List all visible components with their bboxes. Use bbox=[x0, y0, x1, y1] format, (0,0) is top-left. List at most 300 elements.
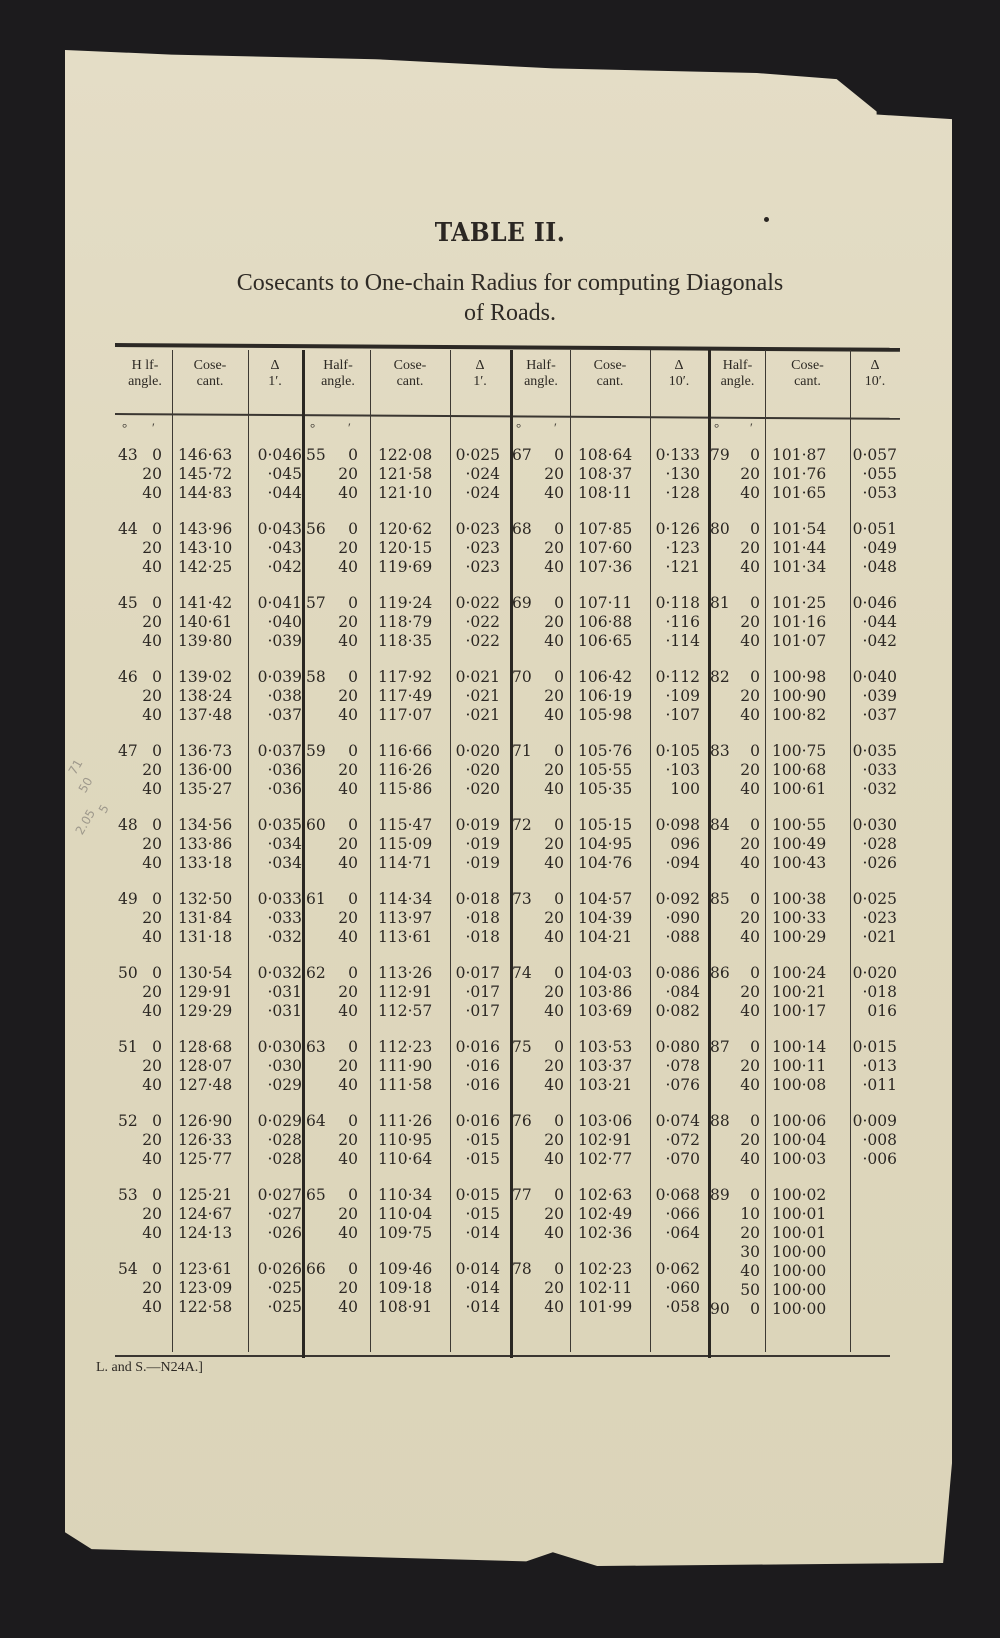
column-header bbox=[570, 358, 650, 390]
half-angle-minutes: 20 bbox=[544, 983, 564, 1001]
difference-value: ·064 bbox=[665, 1224, 700, 1242]
column-header bbox=[370, 358, 450, 390]
cosecant-value: 111·26 bbox=[378, 1112, 433, 1130]
half-angle-minutes: 0 bbox=[348, 1038, 358, 1056]
half-angle-minutes: 20 bbox=[142, 835, 162, 853]
half-angle-minutes: 20 bbox=[142, 983, 162, 1001]
half-angle-minutes: 0 bbox=[554, 964, 564, 982]
column-header bbox=[512, 358, 570, 390]
half-angle-minutes: 40 bbox=[142, 706, 162, 724]
cosecant-value: 141·42 bbox=[178, 594, 233, 612]
column-header-line-1: H lf- bbox=[131, 358, 159, 373]
minute-unit: ′ bbox=[152, 420, 155, 435]
cosecant-value: 109·75 bbox=[378, 1224, 433, 1242]
cosecant-value: 101·99 bbox=[578, 1298, 633, 1316]
half-angle-minutes: 50 bbox=[740, 1281, 760, 1299]
difference-value: 0·016 bbox=[455, 1112, 500, 1130]
column-header-line-1: Δ bbox=[270, 358, 280, 373]
half-angle-minutes: 40 bbox=[544, 706, 564, 724]
difference-value: 0·092 bbox=[655, 890, 700, 908]
cosecant-value: 108·11 bbox=[578, 484, 633, 502]
half-angle-minutes: 0 bbox=[152, 1038, 162, 1056]
degree-unit: ° bbox=[516, 420, 522, 435]
difference-value: ·045 bbox=[267, 465, 302, 483]
cosecant-value: 109·18 bbox=[378, 1279, 433, 1297]
cosecant-value: 114·71 bbox=[378, 854, 433, 872]
difference-value: ·014 bbox=[465, 1298, 500, 1316]
printer-footnote: L. and S.—N24A.] bbox=[96, 1360, 203, 1375]
difference-value: ·024 bbox=[465, 465, 500, 483]
difference-value: 096 bbox=[670, 835, 700, 853]
column-header bbox=[650, 358, 708, 390]
difference-value: ·026 bbox=[267, 1224, 302, 1242]
column-header bbox=[765, 358, 850, 390]
half-angle-minutes: 40 bbox=[544, 854, 564, 872]
cosecant-value: 106·88 bbox=[578, 613, 633, 631]
half-angle-minutes: 0 bbox=[348, 816, 358, 834]
half-angle-degrees: 43 bbox=[118, 446, 138, 464]
cosecant-value: 117·92 bbox=[378, 668, 433, 686]
cosecant-value: 100·49 bbox=[772, 835, 827, 853]
difference-value: 0·118 bbox=[655, 594, 700, 612]
half-angle-minutes: 0 bbox=[554, 446, 564, 464]
difference-value: 0·015 bbox=[455, 1186, 500, 1204]
half-angle-minutes: 0 bbox=[152, 446, 162, 464]
difference-value: ·023 bbox=[465, 539, 500, 557]
cosecant-value: 125·21 bbox=[178, 1186, 233, 1204]
difference-value: ·022 bbox=[465, 613, 500, 631]
cosecant-value: 101·16 bbox=[772, 613, 827, 631]
cosecant-value: 123·09 bbox=[178, 1279, 233, 1297]
cosecant-value: 102·91 bbox=[578, 1131, 633, 1149]
half-angle-degrees: 49 bbox=[118, 890, 138, 908]
degree-unit: ° bbox=[310, 420, 316, 435]
difference-value: ·033 bbox=[862, 761, 897, 779]
cosecant-value: 113·26 bbox=[378, 964, 433, 982]
half-angle-minutes: 40 bbox=[544, 780, 564, 798]
column-header bbox=[248, 358, 302, 390]
half-angle-degrees: 57 bbox=[306, 594, 326, 612]
half-angle-minutes: 40 bbox=[740, 1076, 760, 1094]
half-angle-minutes: 0 bbox=[348, 964, 358, 982]
cosecant-value: 104·76 bbox=[578, 854, 633, 872]
half-angle-minutes: 30 bbox=[740, 1243, 760, 1261]
half-angle-degrees: 85 bbox=[710, 890, 730, 908]
difference-value: ·036 bbox=[267, 761, 302, 779]
cosecant-value: 107·85 bbox=[578, 520, 633, 538]
difference-value: ·014 bbox=[465, 1279, 500, 1297]
block-divider bbox=[302, 350, 305, 1358]
half-angle-minutes: 20 bbox=[338, 687, 358, 705]
cosecant-value: 103·37 bbox=[578, 1057, 633, 1075]
difference-value: ·037 bbox=[862, 706, 897, 724]
cosecant-value: 134·56 bbox=[178, 816, 233, 834]
cosecant-value: 107·36 bbox=[578, 558, 633, 576]
difference-value: ·107 bbox=[665, 706, 700, 724]
difference-value: ·025 bbox=[267, 1279, 302, 1297]
cosecant-value: 125·77 bbox=[178, 1150, 233, 1168]
cosecant-value: 143·10 bbox=[178, 539, 233, 557]
difference-value: ·013 bbox=[862, 1057, 897, 1075]
difference-value: 0·033 bbox=[257, 890, 302, 908]
difference-value: ·037 bbox=[267, 706, 302, 724]
difference-value: ·123 bbox=[665, 539, 700, 557]
difference-value: ·032 bbox=[862, 780, 897, 798]
half-angle-minutes: 20 bbox=[338, 1205, 358, 1223]
half-angle-degrees: 72 bbox=[512, 816, 532, 834]
half-angle-minutes: 0 bbox=[750, 1038, 760, 1056]
half-angle-minutes: 40 bbox=[338, 1002, 358, 1020]
cosecant-value: 105·35 bbox=[578, 780, 633, 798]
half-angle-degrees: 46 bbox=[118, 668, 138, 686]
cosecant-value: 100·61 bbox=[772, 780, 827, 798]
half-angle-minutes: 20 bbox=[544, 909, 564, 927]
cosecant-value: 139·02 bbox=[178, 668, 233, 686]
cosecant-value: 118·35 bbox=[378, 632, 433, 650]
cosecant-value: 129·29 bbox=[178, 1002, 233, 1020]
cosecant-value: 102·23 bbox=[578, 1260, 633, 1278]
subtitle-line-2: of Roads. bbox=[464, 300, 556, 326]
half-angle-degrees: 69 bbox=[512, 594, 532, 612]
cosecant-value: 143·96 bbox=[178, 520, 233, 538]
half-angle-minutes: 0 bbox=[750, 446, 760, 464]
half-angle-minutes: 40 bbox=[544, 632, 564, 650]
column-header-line-1: Half- bbox=[526, 358, 556, 373]
difference-value: 0·027 bbox=[257, 1186, 302, 1204]
cosecant-value: 122·08 bbox=[378, 446, 433, 464]
cosecant-value: 102·63 bbox=[578, 1186, 633, 1204]
half-angle-degrees: 64 bbox=[306, 1112, 326, 1130]
half-angle-minutes: 0 bbox=[554, 1260, 564, 1278]
half-angle-minutes: 20 bbox=[544, 1131, 564, 1149]
difference-value: 0·126 bbox=[655, 520, 700, 538]
half-angle-minutes: 20 bbox=[544, 465, 564, 483]
half-angle-degrees: 68 bbox=[512, 520, 532, 538]
cosecant-value: 113·97 bbox=[378, 909, 433, 927]
half-angle-minutes: 20 bbox=[338, 1131, 358, 1149]
half-angle-minutes: 0 bbox=[152, 742, 162, 760]
difference-value: ·042 bbox=[267, 558, 302, 576]
difference-value: ·076 bbox=[665, 1076, 700, 1094]
difference-value: ·031 bbox=[267, 1002, 302, 1020]
column-header bbox=[710, 358, 765, 390]
difference-value: ·033 bbox=[267, 909, 302, 927]
cosecant-value: 110·64 bbox=[378, 1150, 433, 1168]
cosecant-value: 100·00 bbox=[772, 1243, 827, 1261]
difference-value: 0·030 bbox=[852, 816, 897, 834]
difference-value: ·128 bbox=[665, 484, 700, 502]
cosecant-value: 108·64 bbox=[578, 446, 633, 464]
cosecant-value: 110·04 bbox=[378, 1205, 433, 1223]
column-header-line-2: angle. bbox=[128, 374, 162, 389]
difference-value: ·034 bbox=[267, 854, 302, 872]
cosecant-value: 121·10 bbox=[378, 484, 433, 502]
difference-value: 0·068 bbox=[655, 1186, 700, 1204]
cosecant-value: 102·36 bbox=[578, 1224, 633, 1242]
half-angle-degrees: 73 bbox=[512, 890, 532, 908]
difference-value: 016 bbox=[867, 1002, 897, 1020]
cosecant-value: 100·29 bbox=[772, 928, 827, 946]
cosecant-value: 101·25 bbox=[772, 594, 827, 612]
difference-value: ·038 bbox=[267, 687, 302, 705]
cosecant-value: 103·53 bbox=[578, 1038, 633, 1056]
difference-value: ·015 bbox=[465, 1205, 500, 1223]
degree-unit: ° bbox=[122, 420, 128, 435]
cosecant-value: 129·91 bbox=[178, 983, 233, 1001]
cosecant-value: 126·90 bbox=[178, 1112, 233, 1130]
half-angle-minutes: 0 bbox=[554, 668, 564, 686]
difference-value: ·017 bbox=[465, 983, 500, 1001]
cosecant-value: 133·86 bbox=[178, 835, 233, 853]
cosecant-value: 111·58 bbox=[378, 1076, 433, 1094]
cosecant-value: 101·07 bbox=[772, 632, 827, 650]
difference-value: ·014 bbox=[465, 1224, 500, 1242]
difference-value: 0·039 bbox=[257, 668, 302, 686]
pencil-margin-note: 50 bbox=[75, 774, 96, 796]
difference-value: ·109 bbox=[665, 687, 700, 705]
column-header-line-1: Δ bbox=[870, 358, 880, 373]
half-angle-minutes: 0 bbox=[152, 1186, 162, 1204]
half-angle-minutes: 40 bbox=[544, 1224, 564, 1242]
cosecant-value: 100·04 bbox=[772, 1131, 827, 1149]
half-angle-degrees: 74 bbox=[512, 964, 532, 982]
cosecant-value: 100·11 bbox=[772, 1057, 827, 1075]
difference-value: ·034 bbox=[267, 835, 302, 853]
difference-value: ·039 bbox=[862, 687, 897, 705]
half-angle-minutes: 20 bbox=[338, 613, 358, 631]
half-angle-minutes: 20 bbox=[338, 983, 358, 1001]
half-angle-minutes: 40 bbox=[544, 1298, 564, 1316]
half-angle-degrees: 77 bbox=[512, 1186, 532, 1204]
half-angle-minutes: 20 bbox=[740, 983, 760, 1001]
half-angle-minutes: 0 bbox=[750, 668, 760, 686]
block-divider bbox=[510, 350, 513, 1358]
subtitle-line-1: Cosecants to One-chain Radius for computing Diagonals bbox=[236, 270, 784, 296]
column-header bbox=[118, 358, 172, 390]
column-header-line-2: cant. bbox=[596, 374, 624, 389]
difference-value: ·072 bbox=[665, 1131, 700, 1149]
column-header-line-1: Cose- bbox=[593, 358, 627, 373]
cosecant-value: 131·18 bbox=[178, 928, 233, 946]
half-angle-minutes: 40 bbox=[142, 1298, 162, 1316]
half-angle-degrees: 52 bbox=[118, 1112, 138, 1130]
difference-value: ·028 bbox=[862, 835, 897, 853]
half-angle-minutes: 40 bbox=[338, 1224, 358, 1242]
column-header-line-2: angle. bbox=[524, 374, 558, 389]
difference-value: 0·112 bbox=[655, 668, 700, 686]
half-angle-degrees: 90 bbox=[710, 1300, 730, 1318]
difference-value: 0·082 bbox=[655, 1002, 700, 1020]
difference-value: ·023 bbox=[465, 558, 500, 576]
half-angle-minutes: 40 bbox=[740, 1150, 760, 1168]
half-angle-minutes: 10 bbox=[740, 1205, 760, 1223]
cosecant-value: 100·01 bbox=[772, 1205, 827, 1223]
difference-value: 0·057 bbox=[852, 446, 897, 464]
half-angle-minutes: 20 bbox=[142, 761, 162, 779]
half-angle-minutes: 0 bbox=[750, 594, 760, 612]
difference-value: 0·080 bbox=[655, 1038, 700, 1056]
half-angle-minutes: 40 bbox=[338, 1298, 358, 1316]
difference-value: 0·016 bbox=[455, 1038, 500, 1056]
half-angle-minutes: 40 bbox=[142, 1076, 162, 1094]
pencil-margin-note: 5 bbox=[95, 802, 112, 816]
half-angle-minutes: 40 bbox=[740, 558, 760, 576]
cosecant-value: 112·91 bbox=[378, 983, 433, 1001]
half-angle-minutes: 40 bbox=[338, 1150, 358, 1168]
difference-value: ·015 bbox=[465, 1131, 500, 1149]
cosecant-value: 100·17 bbox=[772, 1002, 827, 1020]
column-header bbox=[306, 358, 370, 390]
cosecant-value: 104·39 bbox=[578, 909, 633, 927]
half-angle-minutes: 20 bbox=[544, 1057, 564, 1075]
half-angle-minutes: 0 bbox=[750, 816, 760, 834]
half-angle-minutes: 40 bbox=[142, 1002, 162, 1020]
cosecant-value: 103·21 bbox=[578, 1076, 633, 1094]
difference-value: 0·133 bbox=[655, 446, 700, 464]
difference-value: ·022 bbox=[465, 632, 500, 650]
difference-value: ·029 bbox=[267, 1076, 302, 1094]
half-angle-degrees: 71 bbox=[512, 742, 532, 760]
column-header-line-2: 1′. bbox=[268, 374, 282, 389]
difference-value: 0·041 bbox=[257, 594, 302, 612]
half-angle-minutes: 40 bbox=[544, 928, 564, 946]
half-angle-minutes: 20 bbox=[740, 613, 760, 631]
difference-value: ·024 bbox=[465, 484, 500, 502]
half-angle-minutes: 0 bbox=[348, 1112, 358, 1130]
cosecant-value: 101·34 bbox=[772, 558, 827, 576]
cosecant-value: 102·49 bbox=[578, 1205, 633, 1223]
difference-value: ·020 bbox=[465, 780, 500, 798]
half-angle-minutes: 0 bbox=[348, 1260, 358, 1278]
cosecant-value: 100·33 bbox=[772, 909, 827, 927]
half-angle-minutes: 20 bbox=[142, 687, 162, 705]
difference-value: ·060 bbox=[665, 1279, 700, 1297]
half-angle-minutes: 40 bbox=[142, 1224, 162, 1242]
cosecant-value: 114·34 bbox=[378, 890, 433, 908]
page-subtitle bbox=[190, 268, 830, 328]
half-angle-degrees: 83 bbox=[710, 742, 730, 760]
cosecant-value: 103·06 bbox=[578, 1112, 633, 1130]
difference-value: ·094 bbox=[665, 854, 700, 872]
column-header-line-2: 10′. bbox=[864, 374, 886, 389]
difference-value: ·008 bbox=[862, 1131, 897, 1149]
half-angle-minutes: 0 bbox=[348, 890, 358, 908]
half-angle-minutes: 20 bbox=[544, 687, 564, 705]
half-angle-minutes: 20 bbox=[142, 909, 162, 927]
difference-value: 0·018 bbox=[455, 890, 500, 908]
difference-value: 0·026 bbox=[257, 1260, 302, 1278]
difference-value: ·053 bbox=[862, 484, 897, 502]
cosecant-value: 135·27 bbox=[178, 780, 233, 798]
minute-unit: ′ bbox=[554, 420, 557, 435]
half-angle-degrees: 76 bbox=[512, 1112, 532, 1130]
half-angle-minutes: 40 bbox=[740, 1262, 760, 1280]
column-header-line-2: angle. bbox=[321, 374, 355, 389]
half-angle-minutes: 40 bbox=[740, 928, 760, 946]
difference-value: ·027 bbox=[267, 1205, 302, 1223]
cosecant-value: 100·03 bbox=[772, 1150, 827, 1168]
half-angle-minutes: 40 bbox=[544, 484, 564, 502]
half-angle-minutes: 40 bbox=[338, 558, 358, 576]
half-angle-minutes: 0 bbox=[554, 1186, 564, 1204]
difference-value: 0·046 bbox=[852, 594, 897, 612]
column-header-line-1: Cose- bbox=[393, 358, 427, 373]
half-angle-minutes: 40 bbox=[544, 1150, 564, 1168]
difference-value: ·070 bbox=[665, 1150, 700, 1168]
pencil-margin-note: 2.05 bbox=[72, 806, 99, 838]
cosecant-value: 100·98 bbox=[772, 668, 827, 686]
cosecant-value: 124·67 bbox=[178, 1205, 233, 1223]
half-angle-degrees: 82 bbox=[710, 668, 730, 686]
cosecant-value: 137·48 bbox=[178, 706, 233, 724]
cosecant-value: 105·98 bbox=[578, 706, 633, 724]
half-angle-degrees: 88 bbox=[710, 1112, 730, 1130]
cosecant-value: 115·47 bbox=[378, 816, 433, 834]
half-angle-minutes: 0 bbox=[348, 668, 358, 686]
half-angle-minutes: 0 bbox=[750, 520, 760, 538]
difference-value: ·028 bbox=[267, 1150, 302, 1168]
half-angle-minutes: 0 bbox=[152, 594, 162, 612]
half-angle-degrees: 84 bbox=[710, 816, 730, 834]
column-header-line-1: Half- bbox=[722, 358, 753, 373]
difference-value: ·016 bbox=[465, 1076, 500, 1094]
difference-value: 0·020 bbox=[852, 964, 897, 982]
table-bottom-rule bbox=[115, 1355, 890, 1357]
cosecant-value: 100·21 bbox=[772, 983, 827, 1001]
cosecant-value: 105·15 bbox=[578, 816, 633, 834]
half-angle-degrees: 81 bbox=[710, 594, 730, 612]
difference-value: ·088 bbox=[665, 928, 700, 946]
difference-value: 0·046 bbox=[257, 446, 302, 464]
difference-value: ·055 bbox=[862, 465, 897, 483]
half-angle-degrees: 60 bbox=[306, 816, 326, 834]
difference-value: ·049 bbox=[862, 539, 897, 557]
difference-value: ·019 bbox=[465, 835, 500, 853]
cosecant-value: 100·06 bbox=[772, 1112, 827, 1130]
cosecant-value: 100·43 bbox=[772, 854, 827, 872]
difference-value: ·121 bbox=[665, 558, 700, 576]
half-angle-degrees: 70 bbox=[512, 668, 532, 686]
cosecant-value: 107·60 bbox=[578, 539, 633, 557]
cosecant-value: 117·49 bbox=[378, 687, 433, 705]
column-divider bbox=[570, 350, 571, 1352]
difference-value: 0·029 bbox=[257, 1112, 302, 1130]
column-header-line-1: Δ bbox=[475, 358, 485, 373]
cosecant-value: 131·84 bbox=[178, 909, 233, 927]
cosecant-value: 138·24 bbox=[178, 687, 233, 705]
column-header bbox=[850, 358, 900, 390]
column-header-line-2: cant. bbox=[794, 374, 821, 389]
half-angle-minutes: 0 bbox=[554, 816, 564, 834]
minute-unit: ′ bbox=[348, 420, 351, 435]
half-angle-minutes: 0 bbox=[554, 742, 564, 760]
half-angle-minutes: 20 bbox=[544, 1205, 564, 1223]
degree-unit: ° bbox=[714, 420, 720, 435]
difference-value: ·015 bbox=[465, 1150, 500, 1168]
cosecant-value: 119·69 bbox=[378, 558, 433, 576]
column-divider bbox=[370, 350, 371, 1352]
half-angle-minutes: 0 bbox=[750, 890, 760, 908]
difference-value: 0·062 bbox=[655, 1260, 700, 1278]
half-angle-minutes: 0 bbox=[348, 520, 358, 538]
cosecant-value: 104·95 bbox=[578, 835, 633, 853]
cosecant-value: 100·68 bbox=[772, 761, 827, 779]
difference-value: ·084 bbox=[665, 983, 700, 1001]
half-angle-degrees: 53 bbox=[118, 1186, 138, 1204]
half-angle-minutes: 20 bbox=[338, 1279, 358, 1297]
half-angle-degrees: 50 bbox=[118, 964, 138, 982]
difference-value: ·032 bbox=[267, 928, 302, 946]
